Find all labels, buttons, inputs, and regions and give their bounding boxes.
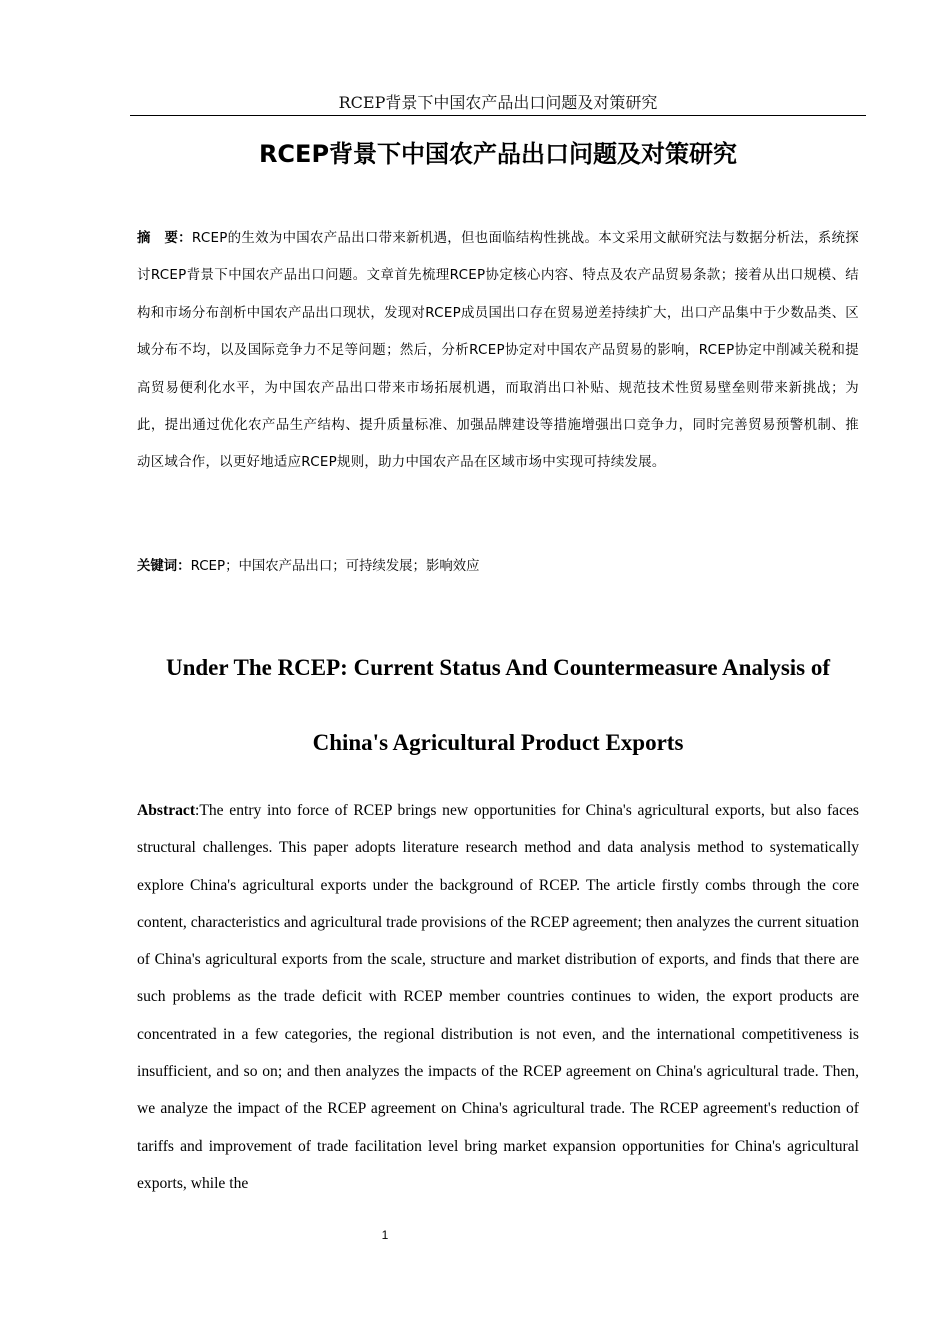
english-title-line-2: China's Agricultural Product Exports — [312, 730, 684, 755]
chinese-abstract-label: 摘 要： — [137, 231, 192, 246]
page-number: 1 — [381, 1228, 389, 1242]
english-abstract-text: :The entry into force of RCEP brings new opportunities for China's agricultural exports, but also faces structural challenges. This paper adopts literature research method and data analysis method to systematically explore China's agricultural exports under the background of RCEP. The article firstly combs through the core content, characteristics and agricultural trade provisions of the RCEP agreement; then analyzes the current situation of China's agricultural exports from the scale, structure and market distribution of exports, and finds that there are such problems as the trade deficit with RCEP member countries continues to widen, the export products are concentrated in a few categories, the regional distribution is not even, and the international competitiveness is insufficient, and so on; and then analyzes the impacts of the RCEP agreement on China's agricultural trade. Then, we analyze the impact of the RCEP agreement on China's agricultural trade. The RCEP agreement's reduction of tariffs and improvement of trade facilitation level bring market expansion opportunities for China's agricultural exports, while the — [137, 802, 859, 1192]
english-abstract-label: Abstract — [137, 802, 196, 819]
running-header: RCEP背景下中国农产品出口问题及对策研究 — [338, 93, 658, 112]
header-rule — [130, 115, 866, 116]
english-title-line-1: Under The RCEP: Current Status And Countermeasure Analysis of — [165, 655, 831, 680]
chinese-abstract — [137, 220, 859, 482]
chinese-keywords — [137, 552, 859, 582]
chinese-title: RCEP背景下中国农产品出口问题及对策研究 — [258, 140, 738, 168]
chinese-keywords-text: RCEP；中国农产品出口；可持续发展；影响效应 — [190, 559, 480, 574]
chinese-keywords-label: 关键词： — [137, 559, 191, 574]
english-title — [130, 630, 866, 780]
english-abstract — [137, 792, 859, 1202]
chinese-abstract-text: RCEP的生效为中国农产品出口带来新机遇，但也面临结构性挑战。本文采用文献研究法与数据分析法，系统探讨RCEP背景下中国农产品出口问题。文章首先梳理RCEP协定核心内容、特点及农产品贸易条款；接着从出口规模、结构和市场分布剖析中国农产品出口现状，发现对RCEP成员国出口存在贸易逆差持续扩大，出口产品集中于少数品类、区域分布不均，以及国际竞争力不足等问题；然后，分析RCEP协定对中国农产品贸易的影响，RCEP协定中削减关税和提高贸易便利化水平，为中国农产品出口带来市场拓展机遇，而取消出口补贴、规范技术性贸易壁垒则带来新挑战；为此，提出通过优化农产品生产结构、提升质量标准、加强品牌建设等措施增强出口竞争力，同时完善贸易预警机制、推动区域合作，以更好地适应RCEP规则，助力中国农产品在区域市场中实现可持续发展。 — [137, 231, 859, 471]
